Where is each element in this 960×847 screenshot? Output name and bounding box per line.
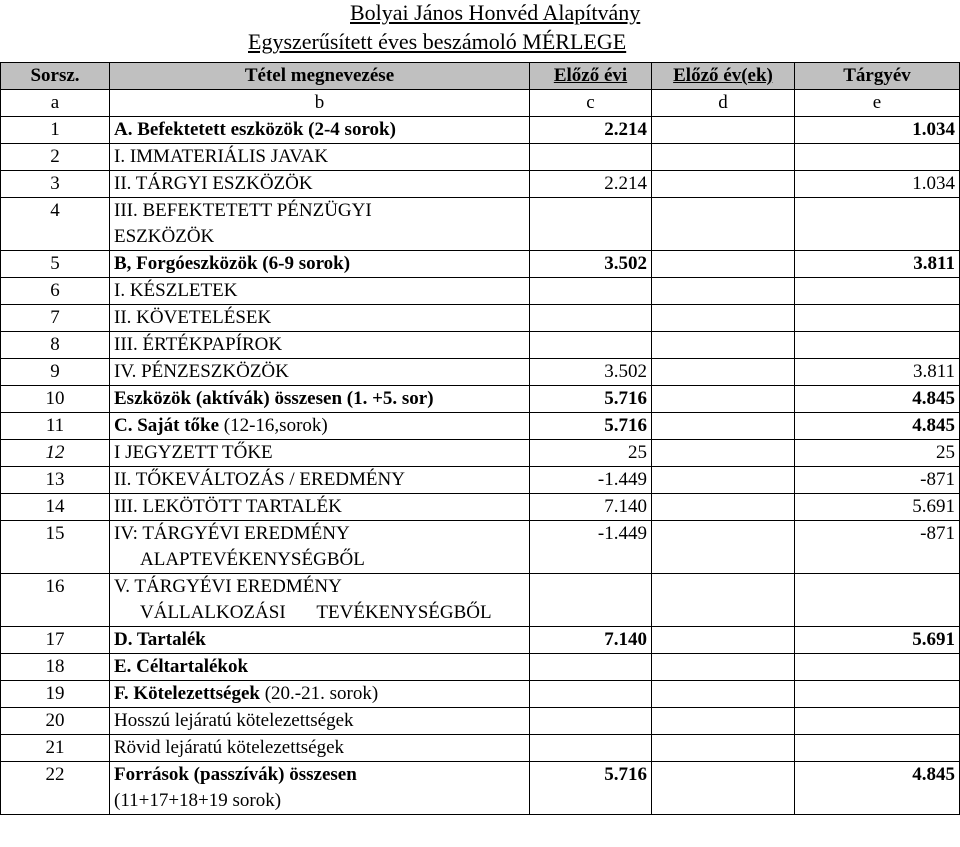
prev-value bbox=[530, 574, 652, 627]
cur-value bbox=[795, 278, 960, 305]
prev-value: 5.716 bbox=[530, 386, 652, 413]
cur-value: 5.691 bbox=[795, 627, 960, 654]
adj-value bbox=[652, 762, 795, 815]
adj-value bbox=[652, 735, 795, 762]
adj-value bbox=[652, 681, 795, 708]
table-row bbox=[1, 251, 960, 278]
cur-value bbox=[795, 332, 960, 359]
row-number: 14 bbox=[1, 494, 110, 521]
prev-value: 5.716 bbox=[530, 762, 652, 815]
row-label: II. TŐKEVÁLTOZÁS / EREDMÉNY bbox=[110, 467, 530, 494]
adj-value bbox=[652, 144, 795, 171]
cur-value bbox=[795, 198, 960, 251]
row-number: 3 bbox=[1, 171, 110, 198]
table-row bbox=[1, 762, 960, 815]
prev-value bbox=[530, 735, 652, 762]
header-cur: Tárgyév bbox=[795, 63, 960, 90]
cur-value bbox=[795, 735, 960, 762]
row-label: III. LEKÖTÖTT TARTALÉK bbox=[110, 494, 530, 521]
row-label: III. ÉRTÉKPAPÍROK bbox=[110, 332, 530, 359]
row-label: I. IMMATERIÁLIS JAVAK bbox=[110, 144, 530, 171]
prev-value bbox=[530, 681, 652, 708]
cur-value bbox=[795, 144, 960, 171]
adj-value bbox=[652, 251, 795, 278]
prev-value bbox=[530, 305, 652, 332]
row-number: 12 bbox=[1, 440, 110, 467]
adj-value bbox=[652, 278, 795, 305]
header-adj bbox=[652, 63, 795, 90]
prev-value: 2.214 bbox=[530, 171, 652, 198]
row-number: 4 bbox=[1, 198, 110, 251]
prev-value: -1.449 bbox=[530, 467, 652, 494]
row-number: 15 bbox=[1, 521, 110, 574]
row-label: II. KÖVETELÉSEK bbox=[110, 305, 530, 332]
cur-value: 1.034 bbox=[795, 117, 960, 144]
row-label bbox=[110, 574, 530, 627]
table-row bbox=[1, 521, 960, 574]
letter-d: d bbox=[652, 90, 795, 117]
prev-value bbox=[530, 144, 652, 171]
table-row bbox=[1, 708, 960, 735]
prev-value bbox=[530, 654, 652, 681]
row-label bbox=[110, 762, 530, 815]
cur-value: 5.691 bbox=[795, 494, 960, 521]
row-label-line1: V. TÁRGYÉVI EREDMÉNY bbox=[114, 576, 342, 597]
row-number: 22 bbox=[1, 762, 110, 815]
row-number: 6 bbox=[1, 278, 110, 305]
table-row bbox=[1, 494, 960, 521]
row-label-line2: (11+17+18+19 sorok) bbox=[114, 790, 282, 811]
table-row bbox=[1, 413, 960, 440]
row-label-line1: Források (passzívák) összesen bbox=[114, 764, 357, 785]
cur-value bbox=[795, 681, 960, 708]
table-row bbox=[1, 574, 960, 627]
row-number: 9 bbox=[1, 359, 110, 386]
header-name: Tétel megnevezése bbox=[110, 63, 530, 90]
adj-value bbox=[652, 386, 795, 413]
adj-value bbox=[652, 467, 795, 494]
header-prev bbox=[530, 63, 652, 90]
report-subtitle: Egyszerűsített éves beszámoló MÉRLEGE bbox=[248, 29, 627, 54]
table-row bbox=[1, 305, 960, 332]
row-number: 7 bbox=[1, 305, 110, 332]
header-sorsz: Sorsz. bbox=[1, 63, 110, 90]
table-row bbox=[1, 359, 960, 386]
header-prev-label: Előző évi bbox=[553, 65, 628, 86]
row-label bbox=[110, 198, 530, 251]
adj-value bbox=[652, 654, 795, 681]
row-number: 21 bbox=[1, 735, 110, 762]
row-label bbox=[110, 521, 530, 574]
cur-value bbox=[795, 708, 960, 735]
row-label: E. Céltartalékok bbox=[110, 654, 530, 681]
row-label: Rövid lejáratú kötelezettségek bbox=[110, 735, 530, 762]
row-number: 2 bbox=[1, 144, 110, 171]
row-label: A. Befektetett eszközök (2-4 sorok) bbox=[110, 117, 530, 144]
row-label: II. TÁRGYI ESZKÖZÖK bbox=[110, 171, 530, 198]
cur-value: 4.845 bbox=[795, 413, 960, 440]
prev-value: -1.449 bbox=[530, 521, 652, 574]
adj-value bbox=[652, 171, 795, 198]
prev-value: 7.140 bbox=[530, 494, 652, 521]
row-label: I. KÉSZLETEK bbox=[110, 278, 530, 305]
letter-e: e bbox=[795, 90, 960, 117]
row-number: 17 bbox=[1, 627, 110, 654]
letter-b: b bbox=[110, 90, 530, 117]
cur-value bbox=[795, 574, 960, 627]
prev-value: 3.502 bbox=[530, 359, 652, 386]
row-label: Hosszú lejáratú kötelezettségek bbox=[110, 708, 530, 735]
prev-value bbox=[530, 198, 652, 251]
row-label-line2: VÁLLALKOZÁSI bbox=[140, 602, 286, 623]
table-row bbox=[1, 332, 960, 359]
prev-value: 7.140 bbox=[530, 627, 652, 654]
row-number: 18 bbox=[1, 654, 110, 681]
prev-value: 2.214 bbox=[530, 117, 652, 144]
cur-value: 3.811 bbox=[795, 251, 960, 278]
cur-value: -871 bbox=[795, 521, 960, 574]
row-label bbox=[110, 413, 530, 440]
table-row bbox=[1, 467, 960, 494]
row-number: 10 bbox=[1, 386, 110, 413]
column-letter-row bbox=[1, 90, 960, 117]
row-label: IV. PÉNZESZKÖZÖK bbox=[110, 359, 530, 386]
prev-value bbox=[530, 278, 652, 305]
cur-value bbox=[795, 654, 960, 681]
cur-value: 4.845 bbox=[795, 762, 960, 815]
adj-value bbox=[652, 332, 795, 359]
adj-value bbox=[652, 708, 795, 735]
row-number: 1 bbox=[1, 117, 110, 144]
row-label-rest: (20.-21. sorok) bbox=[259, 683, 379, 704]
prev-value: 3.502 bbox=[530, 251, 652, 278]
row-number: 8 bbox=[1, 332, 110, 359]
row-label-line1: IV: TÁRGYÉVI EREDMÉNY bbox=[114, 523, 350, 544]
cur-value: 25 bbox=[795, 440, 960, 467]
report-heading bbox=[0, 0, 960, 62]
table-row bbox=[1, 278, 960, 305]
table-row bbox=[1, 735, 960, 762]
adj-value bbox=[652, 413, 795, 440]
cur-value: -871 bbox=[795, 467, 960, 494]
row-label: I JEGYZETT TŐKE bbox=[110, 440, 530, 467]
row-label-bold: C. Saját tőke bbox=[114, 415, 220, 436]
table-row bbox=[1, 440, 960, 467]
prev-value bbox=[530, 708, 652, 735]
row-label: B, Forgóeszközök (6-9 sorok) bbox=[110, 251, 530, 278]
adj-value bbox=[652, 117, 795, 144]
table-row bbox=[1, 386, 960, 413]
adj-value bbox=[652, 359, 795, 386]
table-row bbox=[1, 654, 960, 681]
table-row bbox=[1, 144, 960, 171]
table-row bbox=[1, 171, 960, 198]
row-label-bold: F. Kötelezettségek bbox=[114, 683, 260, 704]
cur-value: 3.811 bbox=[795, 359, 960, 386]
row-number: 16 bbox=[1, 574, 110, 627]
row-label-line1: III. BEFEKTETETT PÉNZÜGYI bbox=[114, 200, 372, 221]
adj-value bbox=[652, 198, 795, 251]
row-number: 5 bbox=[1, 251, 110, 278]
header-adj-label: Előző év(ek) bbox=[673, 65, 773, 86]
row-label-line3: TEVÉKENYSÉGBŐL bbox=[316, 602, 492, 623]
adj-value bbox=[652, 440, 795, 467]
row-label-rest: (12-16,sorok) bbox=[219, 415, 328, 436]
row-label: Eszközök (aktívák) összesen (1. +5. sor) bbox=[110, 386, 530, 413]
cur-value: 1.034 bbox=[795, 171, 960, 198]
row-label: D. Tartalék bbox=[110, 627, 530, 654]
row-number: 11 bbox=[1, 413, 110, 440]
prev-value: 25 bbox=[530, 440, 652, 467]
prev-value: 5.716 bbox=[530, 413, 652, 440]
row-label-line2: ALAPTEVÉKENYSÉGBŐL bbox=[140, 549, 365, 570]
letter-c: c bbox=[530, 90, 652, 117]
adj-value bbox=[652, 574, 795, 627]
row-number: 19 bbox=[1, 681, 110, 708]
adj-value bbox=[652, 521, 795, 574]
row-number: 20 bbox=[1, 708, 110, 735]
table-row bbox=[1, 627, 960, 654]
table-row bbox=[1, 681, 960, 708]
row-number: 13 bbox=[1, 467, 110, 494]
balance-sheet-table bbox=[0, 62, 960, 815]
adj-value bbox=[652, 494, 795, 521]
adj-value bbox=[652, 627, 795, 654]
cur-value bbox=[795, 305, 960, 332]
table-row bbox=[1, 117, 960, 144]
letter-a: a bbox=[1, 90, 110, 117]
organization-title: Bolyai János Honvéd Alapítvány bbox=[350, 0, 641, 25]
prev-value bbox=[530, 332, 652, 359]
cur-value: 4.845 bbox=[795, 386, 960, 413]
table-row bbox=[1, 198, 960, 251]
header-row bbox=[1, 63, 960, 90]
row-label bbox=[110, 681, 530, 708]
adj-value bbox=[652, 305, 795, 332]
row-label-line2: ESZKÖZÖK bbox=[114, 226, 215, 247]
